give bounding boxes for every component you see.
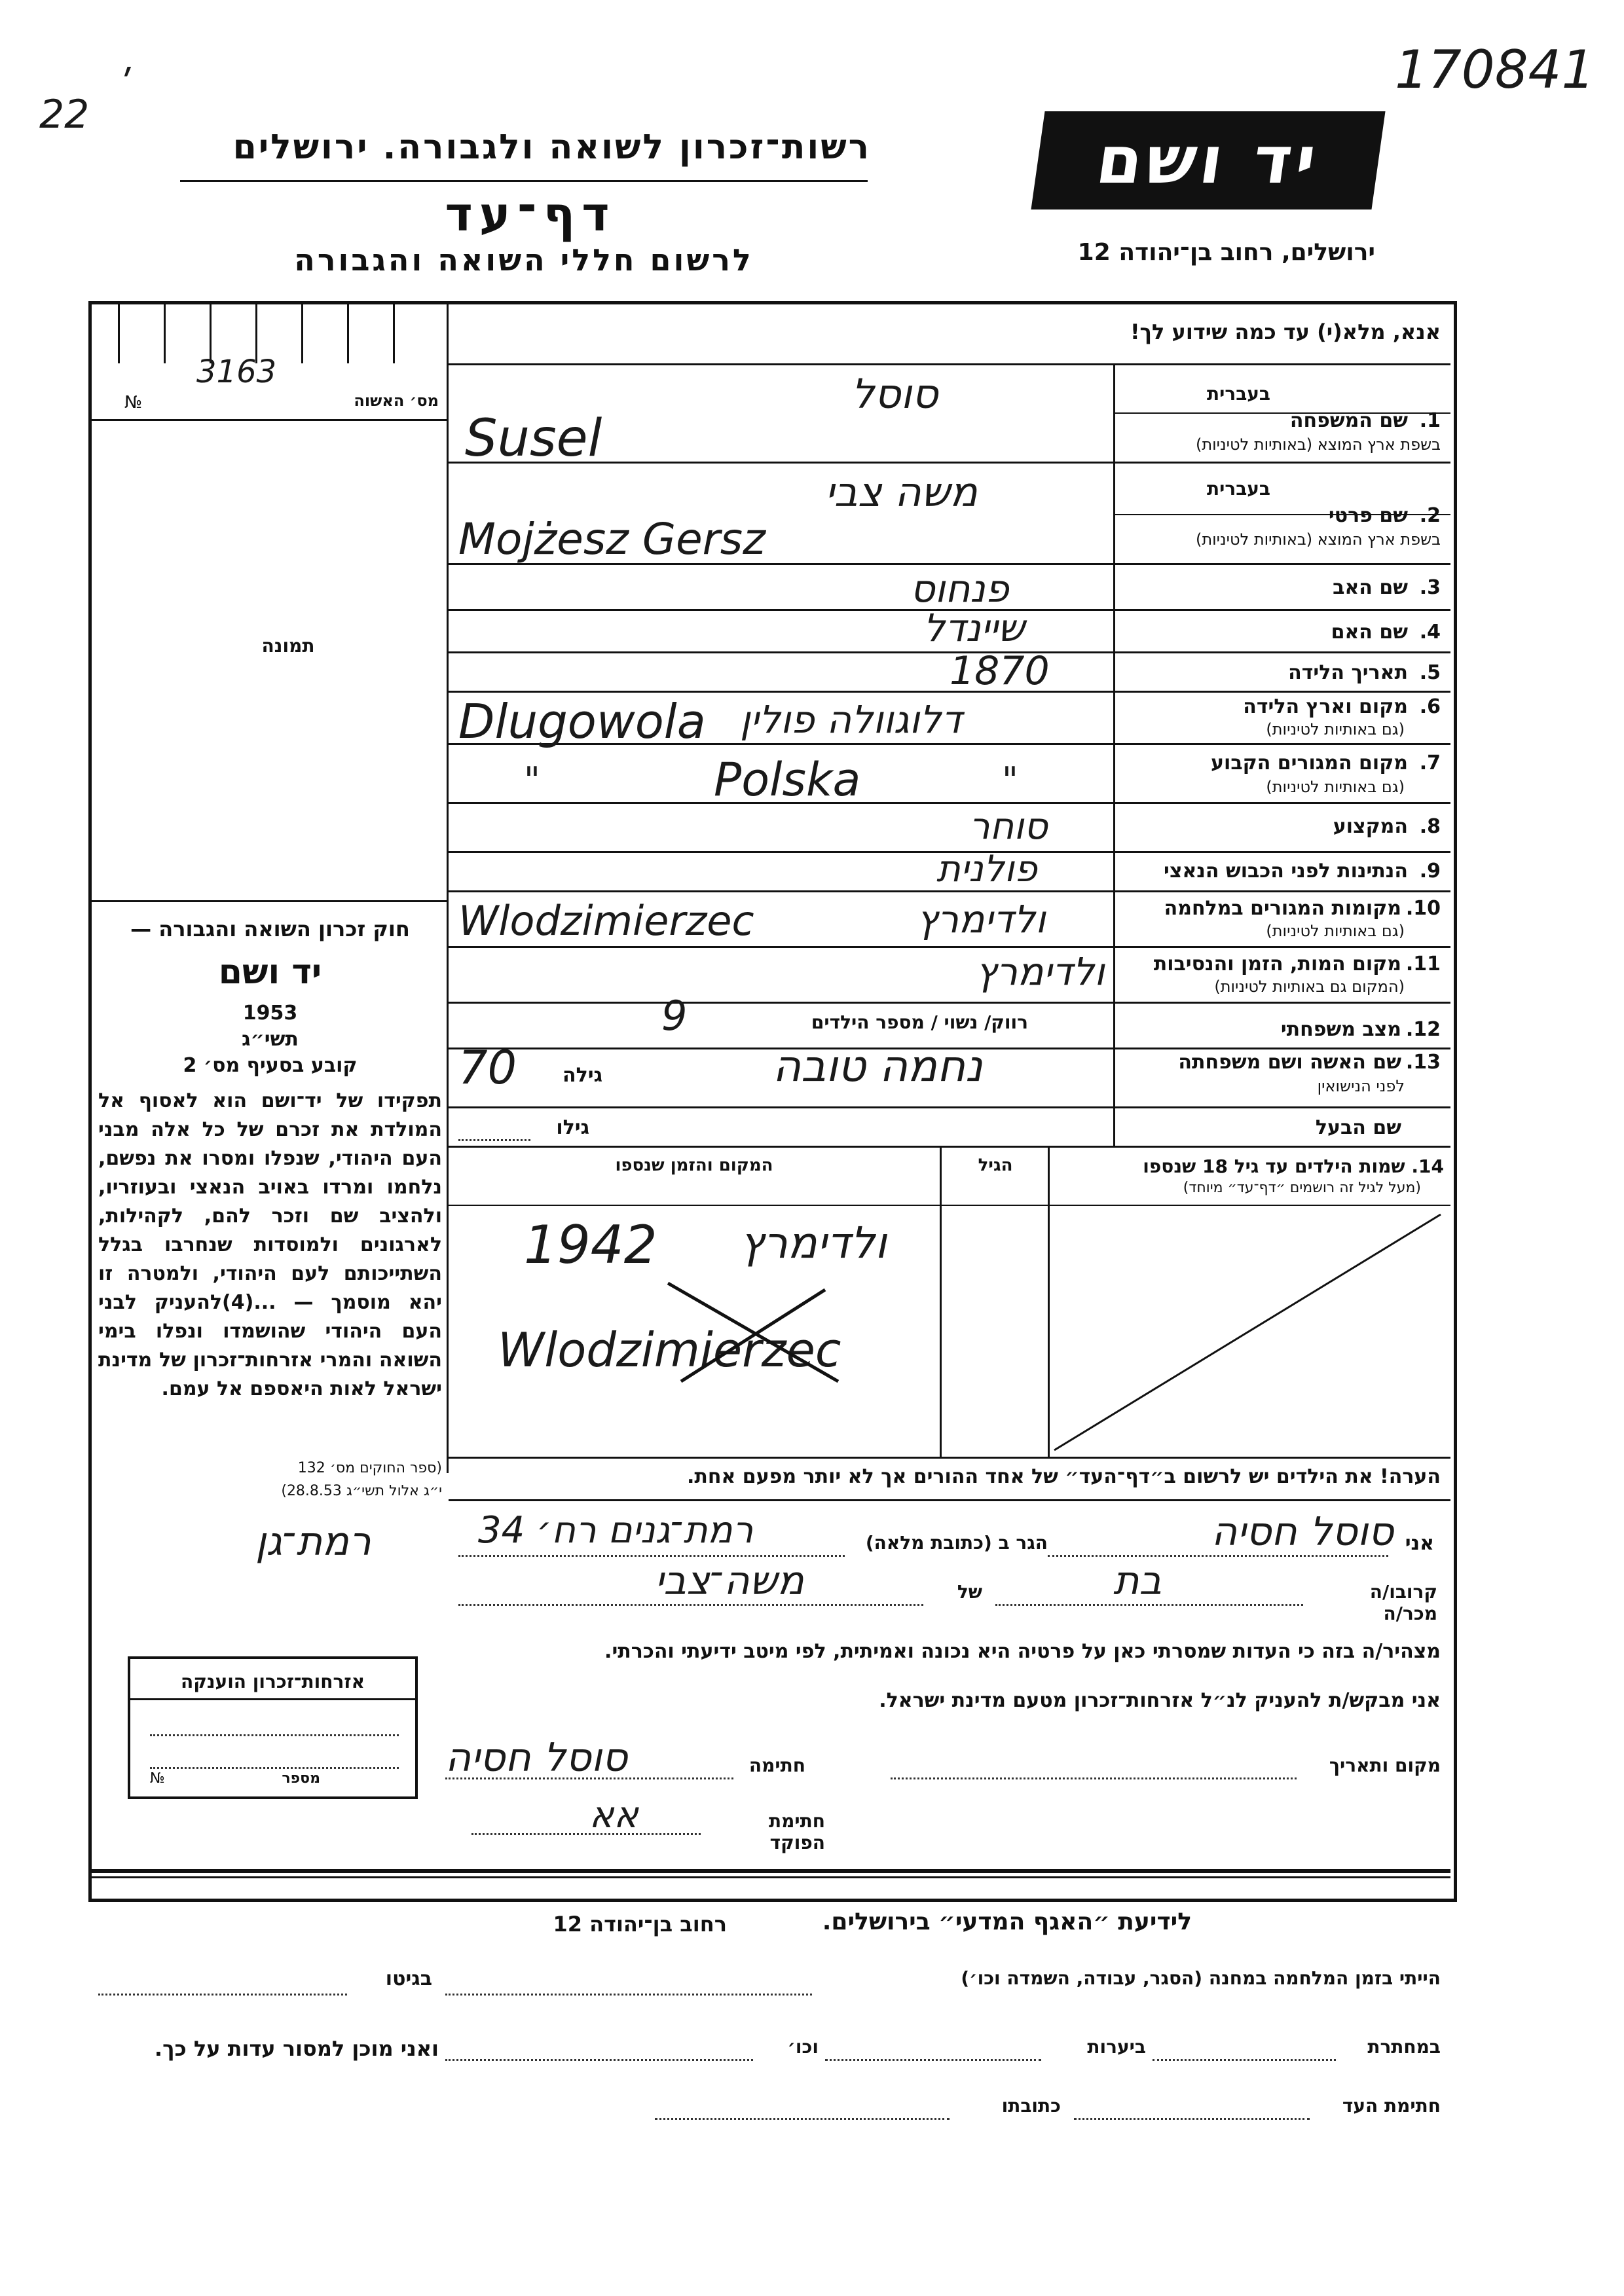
corner-note-mark: ʹ xyxy=(118,62,129,108)
field-10-heb-value: ולדימרץ xyxy=(917,897,1046,941)
declarant-name: סוסל חסיה xyxy=(1211,1509,1394,1555)
field-2-no: 2. xyxy=(1419,504,1441,527)
field-5-value: 1870 xyxy=(950,648,1050,694)
field-7-sub: (גם באותיות לטיניות) xyxy=(1266,778,1405,796)
field-7-no: 7. xyxy=(1419,752,1441,774)
field-3-value: פנחוס xyxy=(910,566,1009,611)
field-12-label: מצב משפחתי xyxy=(1280,1018,1401,1041)
footer-line1a: הייתי בזמן המלחמה במחנה (הסגר, עבודה, השמדה וכו׳) xyxy=(961,1967,1441,1989)
field-11-value: ולדימרץ xyxy=(976,949,1105,994)
field-1-no: 1. xyxy=(1419,409,1441,432)
request-text: אני מבקש/ת להעניק לנ״ל אזרחות־זכרון מטעם מדינת ישראל. xyxy=(879,1689,1441,1712)
field-1-latin-value: Susel xyxy=(465,409,602,468)
field-6-sub: (גם באותיות לטיניות) xyxy=(1266,720,1405,738)
of-name: משה־צבי xyxy=(655,1558,804,1604)
footer-line2c: וכו׳ xyxy=(787,2036,819,2058)
intro-text: אנא, מלא(י) עד כמה שידוע לך! xyxy=(1130,319,1441,344)
children-divider-2 xyxy=(940,1146,942,1457)
row-rule xyxy=(449,946,1450,948)
footer-line3b-dots xyxy=(655,2118,950,2120)
field-10-no: 10. xyxy=(1405,897,1441,920)
note-bottom-rule xyxy=(449,1499,1450,1501)
row-rule xyxy=(449,890,1450,892)
husband-age-line xyxy=(458,1139,530,1141)
place-date-line xyxy=(891,1777,1297,1779)
field-13-value: נחמה טובה xyxy=(773,1041,983,1091)
field-6-heb-value: דלוגוולה פולין xyxy=(740,697,962,742)
field-3-no: 3. xyxy=(1419,576,1441,599)
field-2-latin-value: Mojżesz Gersz xyxy=(458,514,766,564)
footer-line2d: ואני מוכן למסור עדות על כך. xyxy=(154,2036,439,2061)
label-column-divider xyxy=(1113,363,1115,1146)
registry-label: מס׳ האשוה xyxy=(354,392,439,410)
logo-text: יד ושם xyxy=(1092,122,1325,198)
citizenship-title: אזרחות־זכרון הוענקה xyxy=(181,1671,365,1692)
field-6-label: מקום וארץ הלידה xyxy=(1243,695,1408,718)
declarant-address: רמת־גנים רח׳ 34 xyxy=(478,1509,754,1552)
field-13-age-value: 70 xyxy=(458,1041,517,1095)
footer-line2c-dots xyxy=(445,2059,753,2061)
field-9-label: הנתינות לפני הכבוש הנאצי xyxy=(1164,860,1408,883)
relation-label: קרובו/ה מכר/ה xyxy=(1369,1581,1437,1624)
footer-line2b-dots xyxy=(825,2059,1041,2061)
registry-rule xyxy=(92,419,447,421)
field-4-value: שיינדל xyxy=(923,606,1025,650)
registry-handwritten: 3163 xyxy=(196,354,277,390)
field-12-children: 9 xyxy=(661,992,688,1040)
field-2-heb-label: בעברית xyxy=(1206,478,1270,500)
field-1-heb-label: בעברית xyxy=(1206,383,1270,405)
citizenship-number-label: מספר xyxy=(282,1770,320,1787)
footer-line2a-dots xyxy=(1153,2059,1336,2061)
officer-signature: אא xyxy=(589,1794,638,1836)
footer-line2a: במחתרת xyxy=(1367,2036,1441,2058)
photo-rule xyxy=(92,900,447,902)
field-8-no: 8. xyxy=(1419,815,1441,838)
field-5-no: 5. xyxy=(1419,661,1441,684)
footer-line2b: ביערות xyxy=(1087,2036,1146,2058)
footer-double-rule xyxy=(92,1869,1450,1873)
note-top-rule xyxy=(449,1457,1450,1459)
children-header-rule xyxy=(449,1205,1450,1206)
children-place-header: המקום והזמן שנספו xyxy=(615,1156,773,1175)
declarant-city: רמת־גן xyxy=(255,1519,371,1565)
field-1-heb-value: סוסל xyxy=(851,370,938,418)
field-13-sub: לפני הנישואין xyxy=(1317,1077,1405,1095)
form-subtitle: לרשום חללי השואה והגבורה xyxy=(294,242,754,278)
children-place-latin: Wlodzimierzec xyxy=(498,1322,841,1377)
of-name-line xyxy=(458,1604,923,1606)
footer-double-rule-2 xyxy=(92,1876,1450,1878)
field-2-label: שם פרטי xyxy=(1328,504,1408,527)
of-label: של xyxy=(957,1581,982,1603)
children-sub: (מעל לגיל זה רושמים ״דף־עד״ מיוחד) xyxy=(1183,1180,1421,1196)
officer-line xyxy=(471,1833,701,1835)
field-13-age-label: גילה xyxy=(563,1064,602,1087)
signature-line xyxy=(445,1777,733,1779)
citizenship-no: № xyxy=(150,1770,165,1787)
field-10-latin-value: Wlodzimierzec xyxy=(458,897,754,945)
field-10-sub: (גם באותיות לטיניות) xyxy=(1266,922,1405,940)
row-rule xyxy=(449,1146,1450,1148)
law-name: יד ושם xyxy=(218,953,322,992)
footer-line1-dots xyxy=(445,1994,812,1995)
children-age-header: הגיל xyxy=(978,1156,1013,1175)
law-source: (ספר החוקים מס׳ 132 xyxy=(297,1460,442,1476)
law-hebrew-year: תשי״ג xyxy=(242,1028,299,1051)
husband-label: שם הבעל xyxy=(1315,1116,1401,1139)
field-4-label: שם האם xyxy=(1331,621,1408,644)
footer-line3a-dots xyxy=(1074,2118,1310,2120)
children-label: 14. שמות הילדים עד גיל 18 שנספו xyxy=(1143,1156,1444,1177)
declarant-name-line xyxy=(1048,1555,1388,1557)
law-title: חוק זכרון השואה והגבורה — xyxy=(130,917,410,941)
officer-label: חתימת הפוקד xyxy=(769,1810,825,1853)
field-11-label: מקום המות, הזמן והנסיבות xyxy=(1153,953,1401,975)
authority-title: רשות־זכרון לשואה ולגבורה. ירושלים xyxy=(232,128,871,167)
signature-value: סוסל חסיה xyxy=(445,1735,628,1781)
sidebar-divider xyxy=(447,304,449,1473)
form-title: דף־עד xyxy=(445,187,616,242)
husband-age-label: גילו xyxy=(556,1116,589,1139)
relation-line xyxy=(995,1604,1303,1606)
yad-vashem-logo xyxy=(1031,111,1385,210)
law-text: תפקידו של יד־ושם הוא לאסוף אל המולדת את זכרם של כל אלה מבני העם היהודי, שנפלו ומסרו את נפשם, נלחמו ומרדו באויב הנאצי ובעוזריו, ולהציב שם וזכר להם, לקהילות, לארגונים ולמוסדות שנחרבו בגלל השתייכותם לעם היהודי, ולמטרה זו יהא מוסמך — ...(4)להעניק לבני העם היהודי שהושמדו ונפלו בימי השואה והמרי אזרחות־זכרון של מדינת ישראל לאות היאספם אל עמם. xyxy=(98,1089,442,1400)
field-6-latin-value: Dlugowola xyxy=(458,694,706,749)
children-strike-icon xyxy=(1048,1208,1447,1457)
field-10-label: מקומות המגורים במלחמה xyxy=(1164,897,1401,920)
logo-address: ירושלים, רחוב בן־יהודה 12 xyxy=(1077,239,1375,266)
law-year: 1953 xyxy=(242,1002,298,1025)
field-11-sub: (המקום גם באותיות לטיניות) xyxy=(1214,977,1405,996)
field-3-label: שם האב xyxy=(1333,576,1408,599)
field-12-no: 12. xyxy=(1405,1018,1441,1041)
footer-line3a: חתימת העד xyxy=(1342,2095,1441,2117)
field-7-quote-2: " xyxy=(1002,759,1018,801)
declarant-address-line xyxy=(458,1555,845,1557)
field-6-no: 6. xyxy=(1419,695,1441,718)
field-5-label: תאריך הלידה xyxy=(1288,661,1408,684)
declarant-i-label: אני xyxy=(1405,1532,1434,1555)
footer-line1b-dots xyxy=(98,1994,347,1995)
cross-out-icon xyxy=(655,1270,851,1388)
field-7-latin-value: Polska xyxy=(714,753,861,807)
children-year: 1942 xyxy=(524,1214,657,1275)
footer-address: רחוב בן־יהודה 12 xyxy=(553,1912,727,1937)
residing-label: הגר ב (כתובת מלאה) xyxy=(865,1532,1048,1554)
row-rule xyxy=(449,1106,1450,1108)
field-8-value: סוחר xyxy=(969,805,1048,848)
field-12-options: רווק/ נשוי / מספר הילדים xyxy=(811,1011,1028,1033)
field-1-label: שם המשפחה xyxy=(1289,409,1408,432)
law-section: קובע בסעיף מס׳ 2 xyxy=(183,1054,358,1077)
field-2-sub: בשפת ארץ המוצא (באותיות לטיניות) xyxy=(1196,530,1441,549)
file-number: 170841 xyxy=(1395,39,1595,100)
corner-note: 22 xyxy=(39,92,90,137)
row-rule xyxy=(449,1002,1450,1004)
signature-label: חתימה xyxy=(748,1755,805,1776)
intro-rule xyxy=(449,363,1450,365)
law-date: י״ג אלול תשי״ג 28.8.53) xyxy=(281,1483,442,1499)
relation-value: בת xyxy=(1113,1558,1162,1604)
footer-line1b: בגיטו xyxy=(385,1967,432,1990)
children-place-heb: ולדימרץ xyxy=(740,1218,887,1268)
field-9-value: פולנית xyxy=(936,848,1037,890)
citizenship-box xyxy=(128,1656,418,1799)
field-7-label: מקום המגורים הקבוע xyxy=(1211,752,1408,774)
footer-title: לידיעת ״האגף המדעי״ בירושלים. xyxy=(822,1908,1192,1935)
field-4-no: 4. xyxy=(1419,621,1441,644)
place-date-label: מקום ותאריך xyxy=(1329,1755,1441,1776)
field-1-sub: בשפת ארץ המוצא (באותיות לטיניות) xyxy=(1196,435,1441,454)
declaration-text: מצהיר/ה בזה כי העדות שמסרתי כאן על פרטיה היא נכונה ואמיתית, לפי מיטב ידיעתי והכרתי. xyxy=(604,1640,1441,1663)
field-13-label: שם האשה ושם משפחתה xyxy=(1178,1051,1401,1074)
registry-no-label: № xyxy=(124,393,143,412)
field-7-quote: " xyxy=(524,759,540,801)
photo-label: תמונה xyxy=(261,635,315,657)
field-8-label: המקצוע xyxy=(1333,815,1408,838)
field-2-heb-value: משה צבי xyxy=(825,468,978,516)
field-11-no: 11. xyxy=(1405,953,1441,975)
field-9-no: 9. xyxy=(1419,860,1441,883)
footer-line3b: כתובתו xyxy=(1001,2095,1061,2117)
row-rule xyxy=(449,802,1450,804)
note-text: הערה! את הילדים יש לרשום ב״דף־העד״ של אחד ההורים אך לא יותר מפעם אחת. xyxy=(687,1465,1441,1488)
field-13-no: 13. xyxy=(1405,1051,1441,1074)
authority-underline xyxy=(180,180,868,182)
